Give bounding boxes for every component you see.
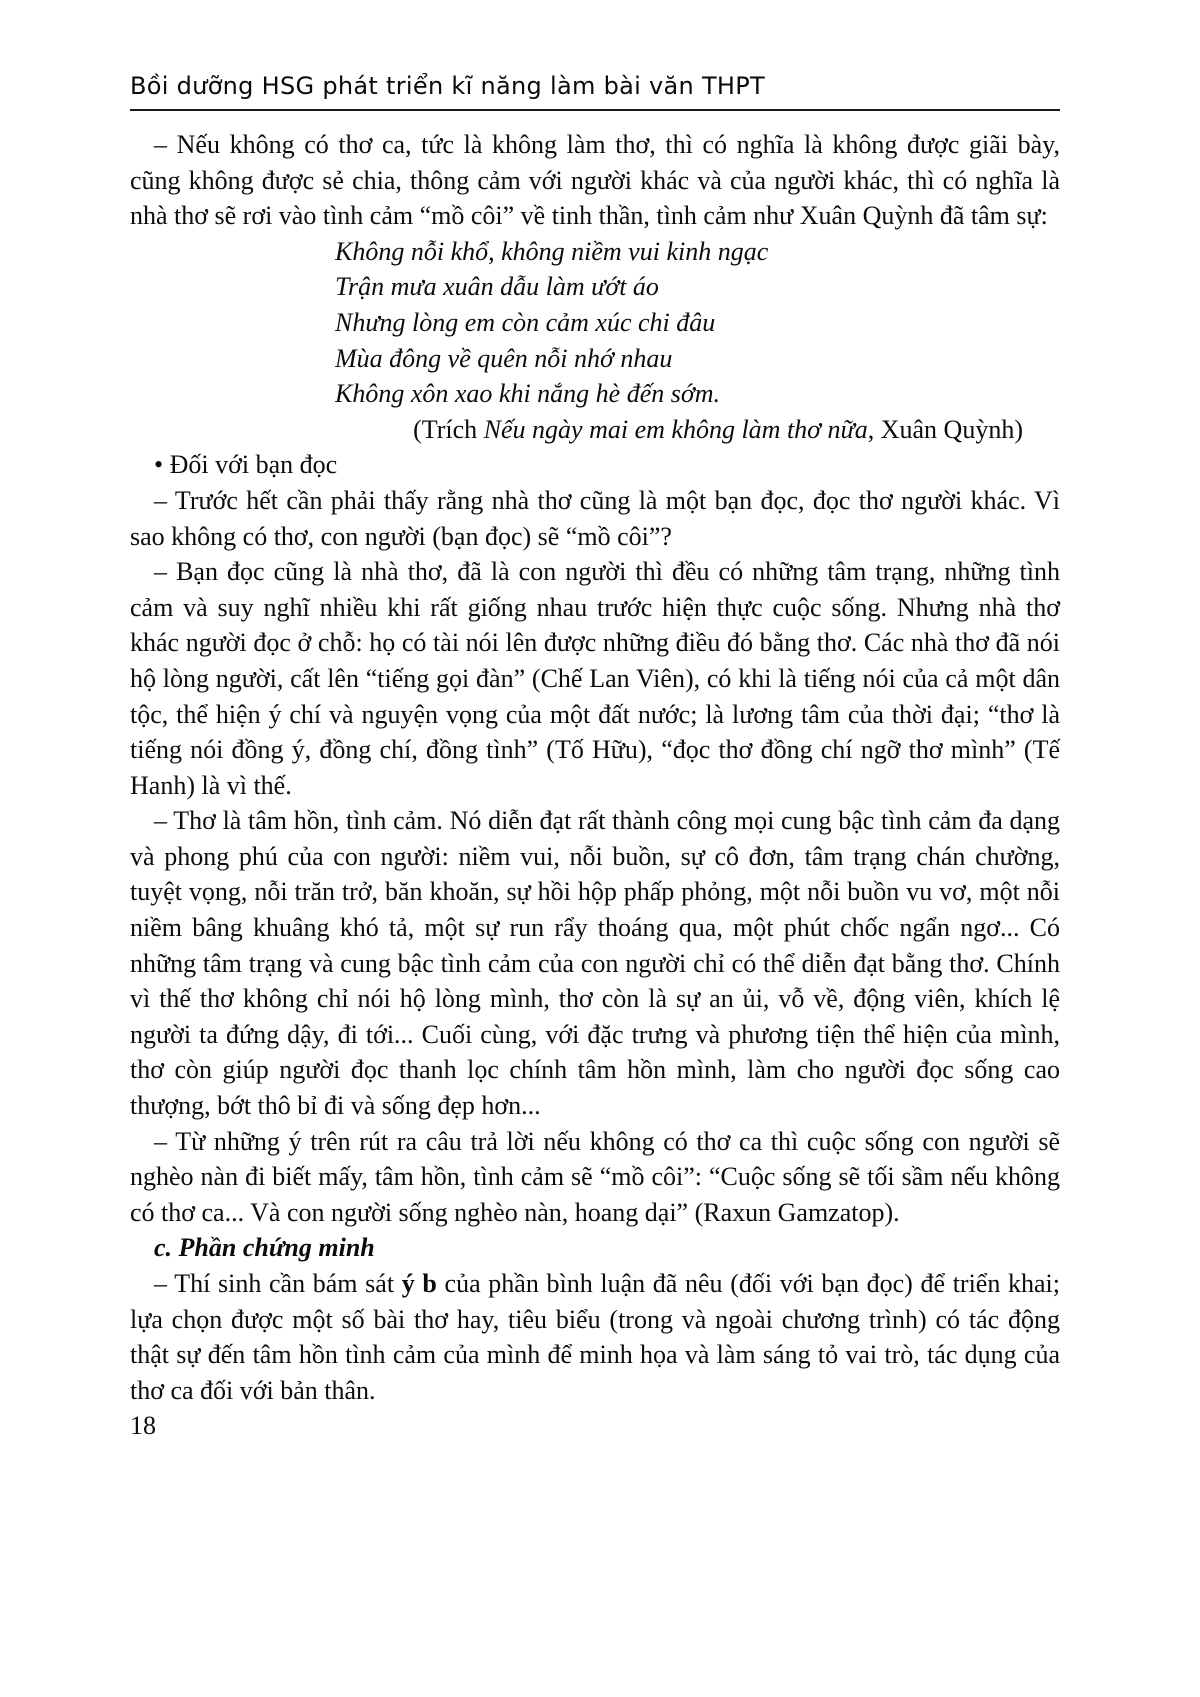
paragraph-proof-pre: – Thí sinh cần bám sát <box>154 1269 402 1298</box>
attribution-suffix: , Xuân Quỳnh) <box>867 414 1023 444</box>
bullet-reader-heading: • Đối với bạn đọc <box>154 450 338 480</box>
paragraph-proof-post: của phần bình luận đã nêu (đối với bạn đọc) để triển khai; lựa chọn được một số bài thơ hay, tiêu biểu (trong và ngoài chương trình) có tác động thật sự đến tâm hồn tình cảm của mình để minh họa và làm sáng tỏ vai trò, tác dụng của thơ ca đối với bản thân. <box>130 1269 1061 1405</box>
paragraph-proof-bold: ý b <box>401 1269 437 1298</box>
poem-line: Mùa đông về quên nỗi nhớ nhau <box>335 343 673 373</box>
poem-line: Nhưng lòng em còn cảm xúc chi đâu <box>335 307 716 337</box>
poem-line: Không xôn xao khi nắng hè đến sớm. <box>335 379 721 409</box>
paragraph-proof <box>130 1266 1060 1408</box>
paragraph-intro: – Nếu không có thơ ca, tức là không làm thơ, thì có nghĩa là không được giãi bày, cũng không được sẻ chia, thông cảm với người khác và của người khác, thì có nghĩa là nhà thơ sẽ rơi vào tình cảm “mồ côi” về tinh thần, tình cảm như Xuân Quỳnh đã tâm sự: <box>130 130 1060 231</box>
poem-attribution <box>130 412 1060 448</box>
page-number: 18 <box>130 1411 156 1441</box>
paragraph-reader-1: – Trước hết cần phải thấy rằng nhà thơ cũng là một bạn đọc, đọc thơ người khác. Vì sao không có thơ, con người (bạn đọc) sẽ “mồ côi”? <box>130 485 1060 551</box>
section-heading-proof: c. Phần chứng minh <box>154 1233 375 1263</box>
running-header: Bồi dưỡng HSG phát triển kĩ năng làm bài văn THPT <box>130 72 1060 111</box>
attribution-work-title: Nếu ngày mai em không làm thơ nữa <box>483 414 868 444</box>
poem-line: Trận mưa xuân dẫu làm ướt áo <box>335 272 659 302</box>
paragraph-reader-2: – Bạn đọc cũng là nhà thơ, đã là con người thì đều có những tâm trạng, những tình cảm và suy nghĩ nhiều khi rất giống nhau trước hiện thực cuộc sống. Nhưng nhà thơ khác người đọc ở chỗ: họ có tài nói lên được những điều đó bằng thơ. Các nhà thơ đã nói hộ lòng người, cất lên “tiếng gọi đàn” (Chế Lan Viên), có khi là tiếng nói của cả một dân tộc, thể hiện ý chí và nguyện vọng của một đất nước; là lương tâm của thời đại; “thơ là tiếng nói đồng ý, đồng chí, đồng tình” (Tố Hữu), “đọc thơ đồng chí ngỡ thơ mình” (Tế Hanh) là vì thế. <box>130 557 1060 800</box>
poem-quote <box>335 234 1060 412</box>
attribution-prefix: (Trích <box>413 414 484 444</box>
page-body <box>130 127 1060 1444</box>
paragraph-reader-3: – Thơ là tâm hồn, tình cảm. Nó diễn đạt rất thành công mọi cung bậc tình cảm đa dạng và phong phú của con người: niềm vui, nỗi buồn, sự cô đơn, tâm trạng chán chường, tuyệt vọng, nỗi trăn trở, băn khoăn, sự hồi hộp phấp phỏng, một nỗi buồn vu vơ, một nỗi niềm bâng khuâng khó tả, một sự run rẩy thoáng qua, một phút chốc ngẩn ngơ... Có những tâm trạng và cung bậc tình cảm của con người chỉ có thể diễn đạt bằng thơ. Chính vì thế thơ không chỉ nói hộ lòng mình, thơ còn là sự an ủi, vỗ về, động viên, khích lệ người ta đứng dậy, đi tới... Cuối cùng, với đặc trưng và phương tiện thể hiện của mình, thơ còn giúp người đọc thanh lọc chính tâm hồn mình, làm cho người đọc sống cao thượng, bớt thô bỉ đi và sống đẹp hơn... <box>130 806 1060 1121</box>
poem-line: Không nỗi khổ, không niềm vui kinh ngạc <box>335 236 769 266</box>
paragraph-reader-4: – Từ những ý trên rút ra câu trả lời nếu không có thơ ca thì cuộc sống con người sẽ nghèo nàn đi biết mấy, tâm hồn, tình cảm sẽ “mồ côi”: “Cuộc sống sẽ tối sầm nếu không có thơ ca... Và con người sống nghèo nàn, hoang dại” (Raxun Gamzatop). <box>130 1126 1060 1227</box>
